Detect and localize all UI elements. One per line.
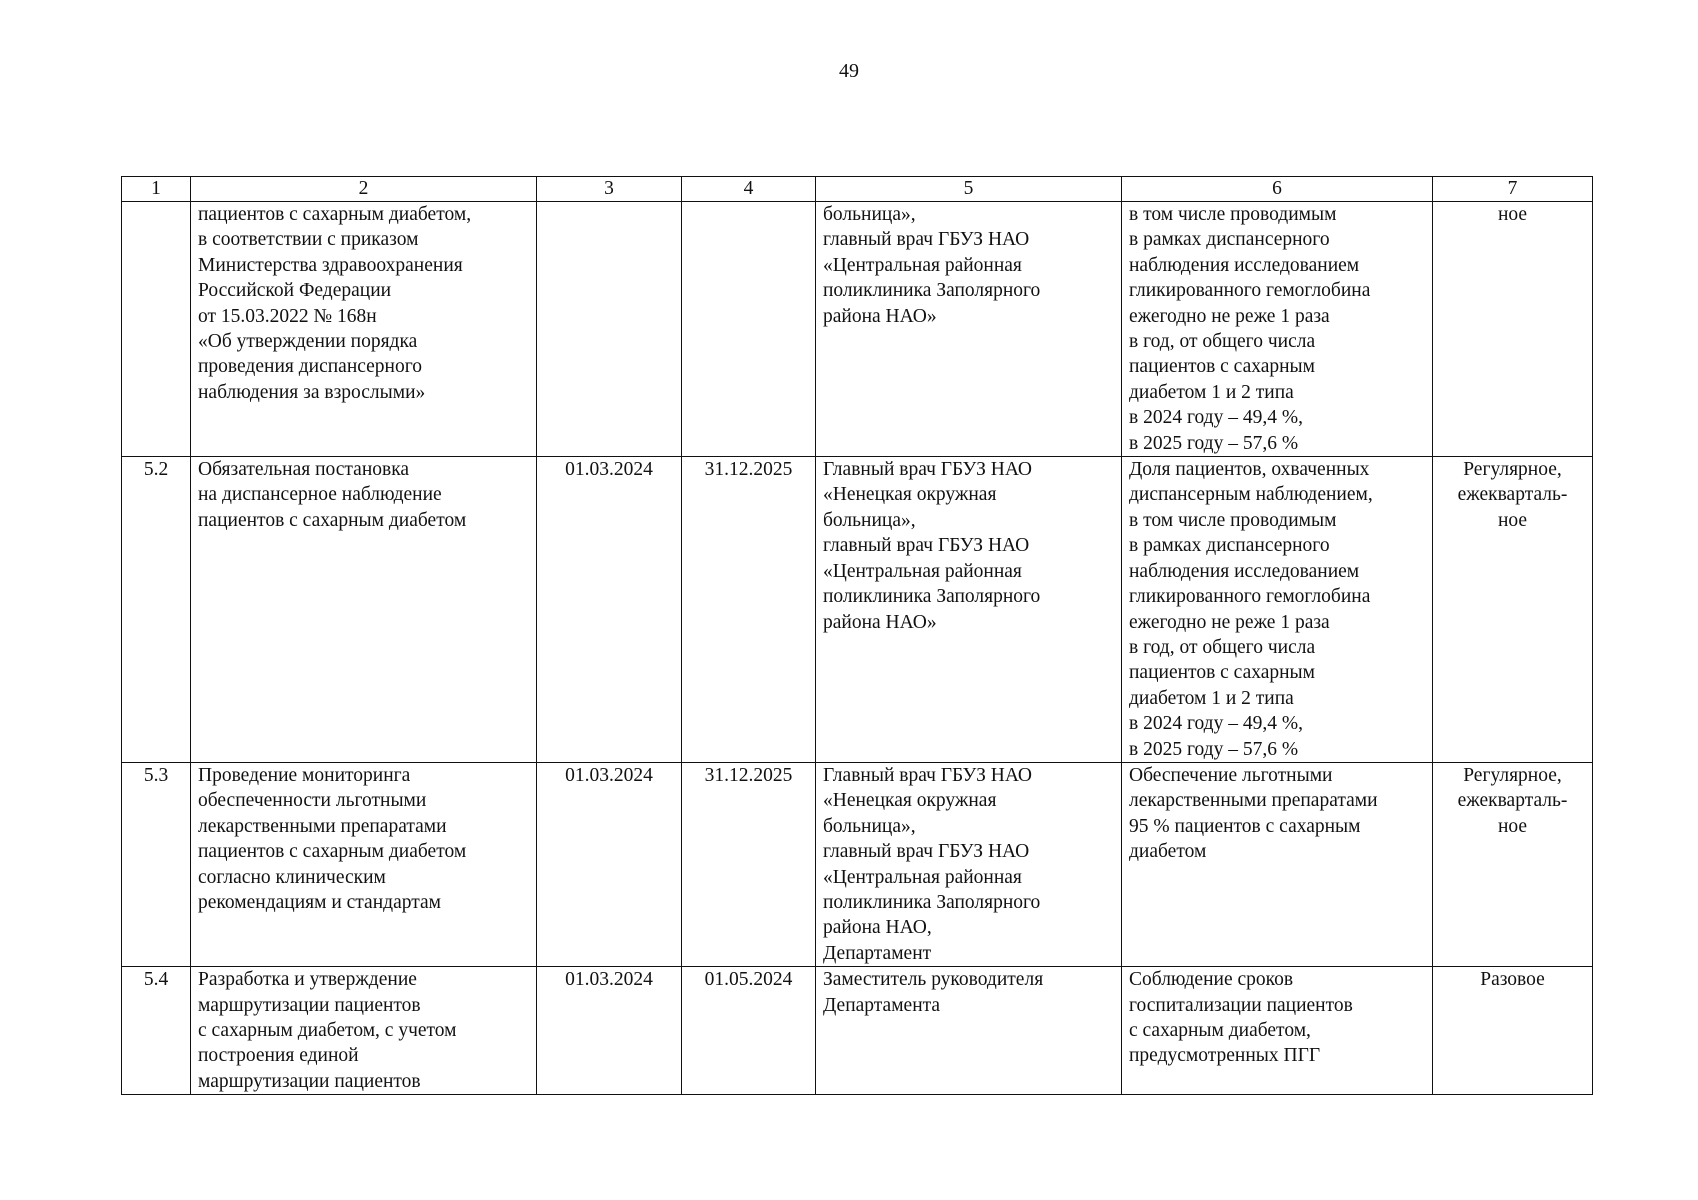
result-cell-line: диабетом 1 и 2 типа (1129, 687, 1294, 709)
result-cell-line: диабетом 1 и 2 типа (1129, 381, 1294, 403)
type-cell (1433, 967, 1593, 1095)
column-header-5: 5 (816, 177, 1122, 202)
start-date-cell (537, 202, 682, 457)
responsible-cell-line: «Центральная районная (823, 866, 1022, 888)
responsible-cell (816, 967, 1122, 1095)
event-cell-line: маршрутизации пациентов (198, 1070, 421, 1092)
type-cell (1433, 202, 1593, 457)
result-cell (1122, 202, 1433, 457)
event-cell (191, 457, 537, 763)
event-cell-line: лекарственными препаратами (198, 815, 447, 837)
responsible-cell (816, 762, 1122, 966)
result-cell-line: в год, от общего числа (1129, 331, 1316, 353)
responsible-cell-line: Главный врач ГБУЗ НАО (823, 459, 1033, 481)
result-cell (1122, 762, 1433, 966)
event-cell (191, 202, 537, 457)
responsible-cell-line: Департамент (823, 942, 932, 964)
result-cell-line: ежегодно не реже 1 раза (1129, 611, 1330, 633)
event-cell-line: обеспеченности льготными (198, 790, 427, 812)
responsible-cell-line: главный врач ГБУЗ НАО (823, 229, 1030, 251)
event-cell-line: согласно клиническим (198, 866, 386, 888)
table-row (122, 202, 1593, 457)
type-cell-line: Регулярное, (1463, 764, 1562, 786)
event-cell-line: рекомендациям и стандартам (198, 891, 441, 913)
table-row (122, 762, 1593, 966)
responsible-cell-line: главный врач ГБУЗ НАО (823, 841, 1030, 863)
start-date-cell: 01.03.2024 (537, 457, 682, 763)
result-cell-line: гликированного гемоглобина (1129, 586, 1371, 608)
responsible-cell-line: поликлиника Заполярного (823, 280, 1041, 302)
row-number: 5.4 (122, 967, 191, 1095)
responsible-cell-line: Главный врач ГБУЗ НАО (823, 764, 1033, 786)
table-row (122, 967, 1593, 1095)
result-cell-line: диабетом (1129, 841, 1207, 863)
event-cell (191, 967, 537, 1095)
header-row (122, 177, 1593, 202)
event-cell-line: пациентов с сахарным диабетом (198, 841, 467, 863)
event-cell-line: с сахарным диабетом, с учетом (198, 1020, 457, 1041)
result-cell-line: в 2024 году – 49,4 %, (1129, 713, 1303, 735)
result-cell-line: гликированного гемоглобина (1129, 280, 1371, 302)
responsible-cell (816, 202, 1122, 457)
type-cell (1433, 457, 1593, 763)
event-cell-line: от 15.03.2022 № 168н (198, 305, 377, 327)
result-cell-line: пациентов с сахарным (1129, 356, 1316, 378)
type-cell-line: Разовое (1480, 969, 1545, 991)
event-cell-line: Министерства здравоохранения (198, 254, 463, 276)
event-cell-line: в соответствии с приказом (198, 229, 419, 251)
column-header-6: 6 (1122, 177, 1433, 202)
responsible-cell-line: поликлиника Заполярного (823, 891, 1041, 913)
row-number (122, 202, 191, 457)
responsible-cell-line: главный врач ГБУЗ НАО (823, 535, 1030, 557)
end-date-cell: 01.05.2024 (682, 967, 816, 1095)
column-header-1: 1 (122, 177, 191, 202)
end-date-cell: 31.12.2025 (682, 762, 816, 966)
result-cell-line: Соблюдение сроков (1129, 969, 1294, 991)
row-number: 5.3 (122, 762, 191, 966)
responsible-cell-line: больница», (823, 815, 916, 837)
result-cell-line: диспансерным наблюдением, (1129, 484, 1373, 506)
type-cell (1433, 762, 1593, 966)
event-cell-line: маршрутизации пациентов (198, 994, 421, 1016)
end-date-cell: 31.12.2025 (682, 457, 816, 763)
event-cell-line: «Об утверждении порядка (198, 331, 418, 353)
result-cell-line: в рамках диспансерного (1129, 535, 1330, 557)
type-cell-line: ное (1497, 509, 1528, 531)
responsible-cell (816, 457, 1122, 763)
table-body (122, 202, 1593, 1095)
responsible-cell-line: района НАО» (823, 611, 937, 633)
page-number: 49 (839, 60, 859, 82)
result-cell-line: в том числе проводимым (1129, 204, 1337, 225)
result-cell-line: госпитализации пациентов (1129, 994, 1353, 1016)
result-cell-line: Обеспечение льготными (1129, 764, 1333, 786)
responsible-cell-line: Департамента (823, 994, 941, 1016)
event-cell-line: Проведение мониторинга (198, 764, 411, 786)
result-cell-line: в том числе проводимым (1129, 509, 1337, 531)
start-date-cell: 01.03.2024 (537, 967, 682, 1095)
responsible-cell-line: Заместитель руководителя (823, 969, 1044, 991)
column-header-2: 2 (191, 177, 537, 202)
end-date-cell (682, 202, 816, 457)
result-cell-line: 95 % пациентов с сахарным (1129, 815, 1361, 837)
table-row (122, 457, 1593, 763)
responsible-cell-line: «Центральная районная (823, 254, 1022, 276)
result-cell-line: в рамках диспансерного (1129, 229, 1330, 251)
event-cell-line: Разработка и утверждение (198, 969, 417, 991)
responsible-cell-line: «Ненецкая окружная (823, 790, 997, 812)
result-cell-line: в 2025 году – 57,6 % (1129, 738, 1299, 760)
event-cell-line: пациентов с сахарным диабетом (198, 509, 467, 531)
type-cell-line: ежекварталь- (1457, 484, 1568, 506)
responsible-cell-line: района НАО» (823, 305, 937, 327)
responsible-cell-line: больница», (823, 509, 916, 531)
type-cell-line: ное (1497, 815, 1528, 837)
result-cell (1122, 457, 1433, 763)
responsible-cell-line: поликлиника Заполярного (823, 586, 1041, 608)
result-cell-line: лекарственными препаратами (1129, 790, 1378, 812)
result-cell (1122, 967, 1433, 1095)
type-cell-line: ное (1497, 204, 1528, 225)
column-header-3: 3 (537, 177, 682, 202)
event-cell-line: построения единой (198, 1045, 359, 1067)
event-cell-line: Российской Федерации (198, 280, 392, 302)
type-cell-line: ежекварталь- (1457, 790, 1568, 812)
responsible-cell-line: «Ненецкая окружная (823, 484, 997, 506)
result-cell-line: Доля пациентов, охваченных (1129, 459, 1370, 481)
column-header-4: 4 (682, 177, 816, 202)
result-cell-line: в 2025 году – 57,6 % (1129, 432, 1299, 454)
event-cell-line: пациентов с сахарным диабетом, (198, 204, 472, 225)
responsible-cell-line: района НАО, (823, 917, 932, 939)
event-cell-line: наблюдения за взрослыми» (198, 381, 426, 403)
result-cell-line: ежегодно не реже 1 раза (1129, 305, 1330, 327)
result-cell-line: с сахарным диабетом, (1129, 1020, 1311, 1041)
row-number: 5.2 (122, 457, 191, 763)
plan-table (121, 176, 1593, 1095)
event-cell-line: проведения диспансерного (198, 356, 423, 378)
result-cell-line: предусмотренных ПГГ (1129, 1045, 1321, 1067)
type-cell-line: Регулярное, (1463, 459, 1562, 481)
result-cell-line: наблюдения исследованием (1129, 560, 1360, 582)
event-cell-line: Обязательная постановка (198, 459, 410, 481)
result-cell-line: в 2024 году – 49,4 %, (1129, 407, 1303, 429)
responsible-cell-line: «Центральная районная (823, 560, 1022, 582)
column-header-7: 7 (1433, 177, 1593, 202)
result-cell-line: наблюдения исследованием (1129, 254, 1360, 276)
result-cell-line: пациентов с сахарным (1129, 662, 1316, 684)
responsible-cell-line: больница», (823, 204, 916, 225)
event-cell-line: на диспансерное наблюдение (198, 484, 442, 506)
start-date-cell: 01.03.2024 (537, 762, 682, 966)
result-cell-line: в год, от общего числа (1129, 636, 1316, 658)
event-cell (191, 762, 537, 966)
